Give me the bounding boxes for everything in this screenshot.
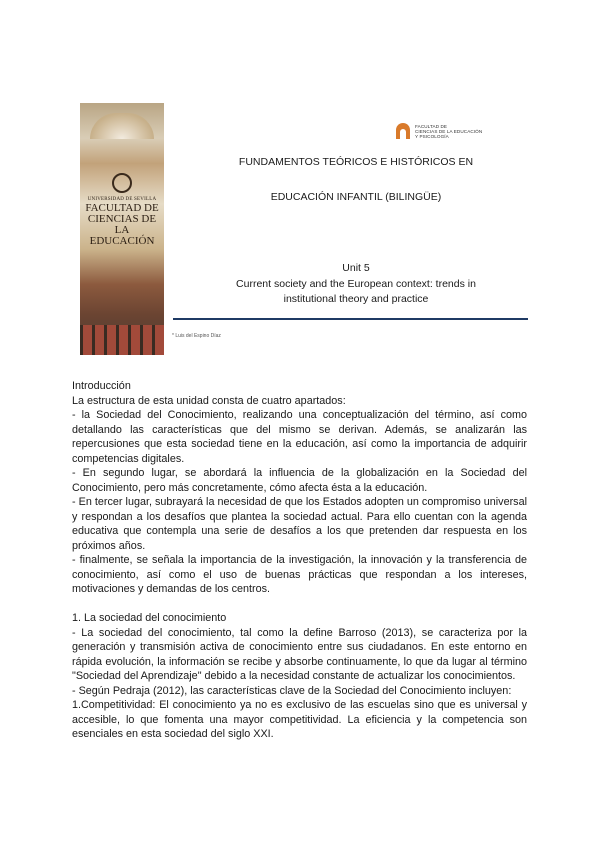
intro-heading: Introducción (72, 380, 131, 392)
section-paragraph: - La sociedad del conocimiento, tal como la define Barroso (2013), se caracteriza por la generación y transmisión activa de conocimiento entre sus ciudadanos. En este entorno en rápida evolución, la información se recibe y absorbe continuamente, lo que da lugar al término "Sociedad del Aprendizaje" debido a la necesidad constante de actualizar los conocimientos. (72, 626, 527, 682)
faculty-logo-icon (396, 123, 410, 139)
faculty-photo (80, 103, 164, 355)
document-body (72, 379, 527, 742)
header-divider (173, 318, 528, 320)
intro-paragraph: - En tercer lugar, subrayará la necesidad de que los Estados adopten un compromiso universal y respondan a los desafíos que plantea la sociedad actual. Para ello cuentan con la agenda educativa que contempla una serie de desafíos a los que pretenden dar respuesta en los próximos años. (72, 496, 527, 552)
intro-paragraph: - la Sociedad del Conocimiento, realizando una conceptualización del término, así como detallando las características que del mismo se derivan. Además, se analizarán las repercusiones que esta sociedad tiene en la educación, así como la importancia de adquirir competencias digitales. (72, 409, 527, 465)
photo-sky (90, 113, 154, 139)
photo-credit: * Luis del Espino Díaz (172, 333, 221, 339)
plaque-university: UNIVERSIDAD DE SEVILLA (87, 197, 157, 202)
logo-line-1: FACULTAD DE (415, 123, 448, 129)
unit-subtitle-line-1: Current society and the European context: trends in (236, 278, 476, 290)
plaque-faculty: FACULTAD DE CIENCIAS DE LA EDUCACIÓN (85, 202, 159, 247)
section-paragraph: 1.Competitividad: El conocimiento ya no es exclusivo de las escuelas sino que es universal y accesible, lo que fomenta una mayor competitividad. La eficiencia y la competencia son esenciales en esta sociedad del siglo XXI. (72, 699, 527, 740)
course-title-line-2: EDUCACIÓN INFANTIL (BILINGÜE) (270, 191, 442, 203)
intro-paragraph: - finalmente, se señala la importancia de la investigación, la innovación y la transferencia de conocimiento, así como el uso de buenas prácticas que respondan a los intereses, motivaciones y demandas de los centros. (72, 554, 527, 595)
faculty-plaque (84, 197, 160, 247)
logo-line-3: Y PSICOLOGÍA (415, 133, 449, 139)
section-paragraph: - Según Pedraja (2012), las características clave de la Sociedad del Conocimiento incluyen: (72, 684, 512, 697)
university-emblem-icon (112, 173, 132, 193)
unit-subtitle-line-2: institutional theory and practice (283, 293, 429, 305)
course-title-line-1: FUNDAMENTOS TEÓRICOS E HISTÓRICOS EN (238, 156, 474, 168)
paragraph-gap (72, 597, 527, 612)
section-heading: 1. La sociedad del conocimiento (72, 612, 227, 624)
unit-label: Unit 5 (342, 262, 370, 274)
intro-paragraph: - En segundo lugar, se abordará la influencia de la globalización en la Sociedad del Conocimiento, pero más concretamente, cómo afecta ésta a la educación. (72, 467, 527, 494)
intro-paragraph: La estructura de esta unidad consta de cuatro apartados: (72, 394, 346, 407)
faculty-logo-text (415, 124, 482, 139)
logo-line-2: CIENCIAS DE LA EDUCACIÓN (415, 128, 483, 134)
photo-columns (80, 325, 164, 355)
faculty-logo (396, 123, 482, 139)
